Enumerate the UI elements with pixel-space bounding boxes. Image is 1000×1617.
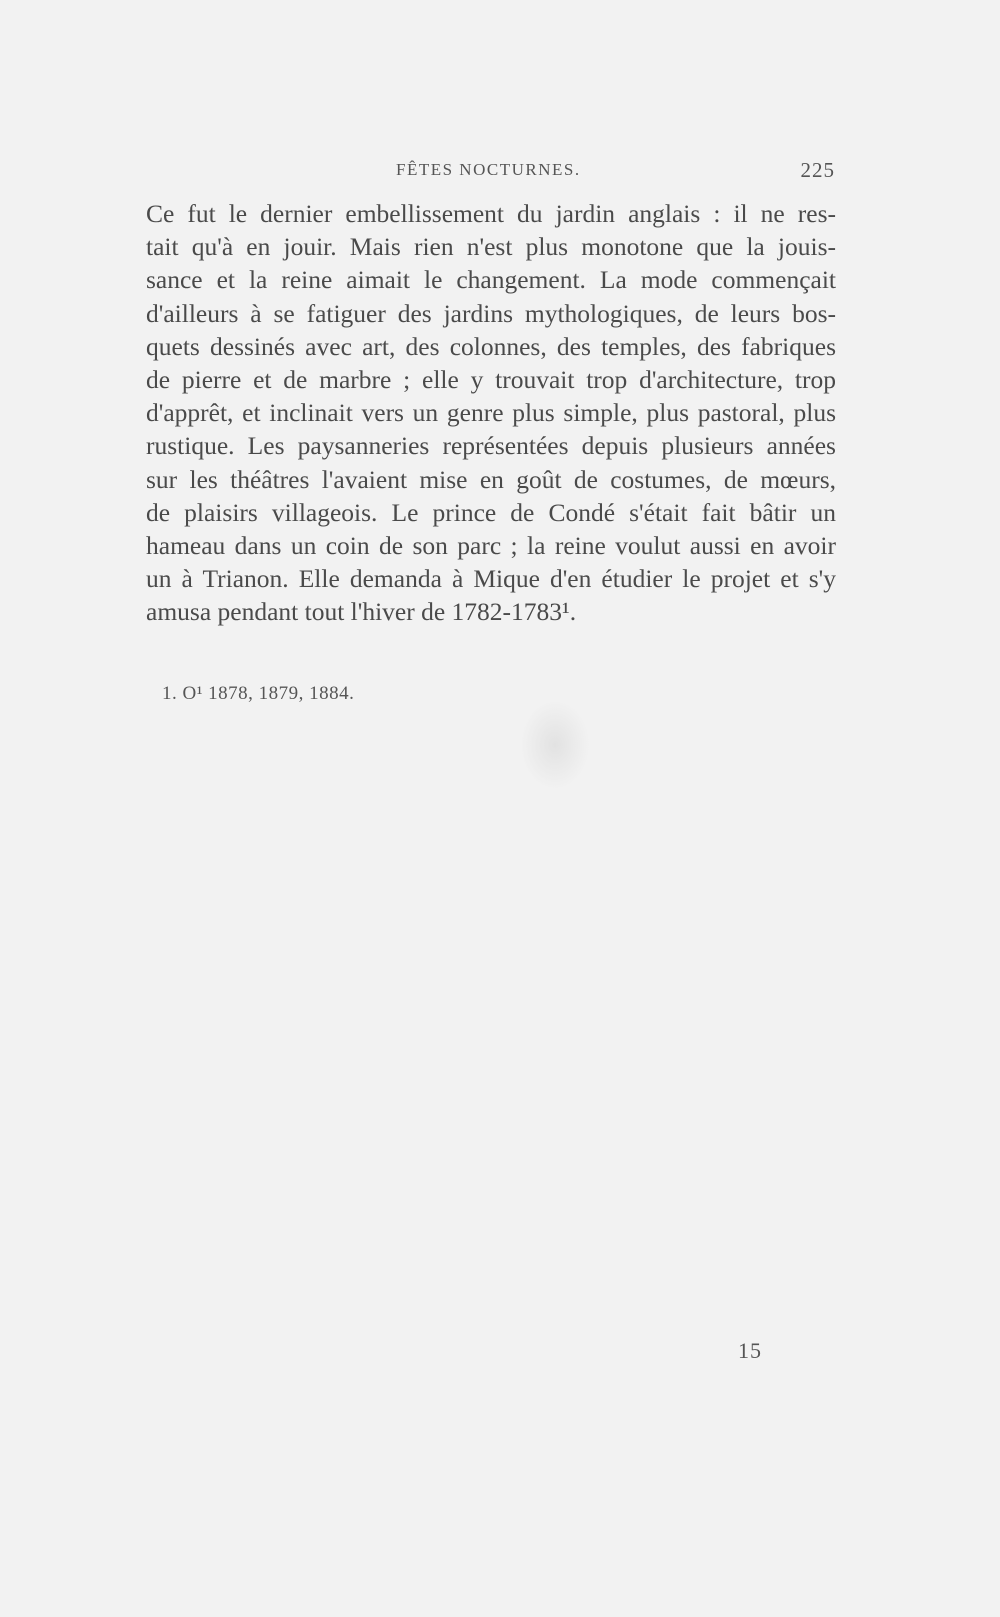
text-line: un à Trianon. Elle demanda à Mique d'en étudier le projet et s'y xyxy=(146,564,836,594)
running-title: FÊTES NOCTURNES. xyxy=(396,160,581,179)
footnote: 1. O¹ 1878, 1879, 1884. xyxy=(162,683,355,704)
page-number: 225 xyxy=(800,158,835,182)
text-line: hameau dans un coin de son parc ; la reine voulut aussi en avoir xyxy=(146,531,836,561)
running-head xyxy=(0,160,1000,186)
text-line: Ce fut le dernier embellissement du jardin anglais : il ne res- xyxy=(146,199,836,228)
text-line: quets dessinés avec art, des colonnes, des temples, des fabriques xyxy=(146,331,836,361)
text-line: de pierre et de marbre ; elle y trouvait trop d'architecture, trop xyxy=(146,365,836,395)
body-paragraph xyxy=(146,197,836,629)
text-line: de plaisirs villageois. Le prince de Condé s'était fait bâtir un xyxy=(146,497,836,527)
text-line: rustique. Les paysanneries représentées depuis plusieurs années xyxy=(146,431,836,461)
text-line: d'apprêt, et inclinait vers un genre plus simple, plus pastoral, plus xyxy=(146,398,836,428)
text-line: sur les théâtres l'avaient mise en goût de costumes, de mœurs, xyxy=(146,464,836,494)
text-line: amusa pendant tout l'hiver de 1782-1783¹. xyxy=(146,597,577,627)
paper-smudge xyxy=(520,700,590,790)
text-line: sance et la reine aimait le changement. La mode commençait xyxy=(146,265,836,295)
text-line: d'ailleurs à se fatiguer des jardins mythologiques, de leurs bos- xyxy=(146,298,836,328)
signature-mark: 15 xyxy=(738,1338,762,1363)
text-line: tait qu'à en jouir. Mais rien n'est plus monotone que la jouis- xyxy=(146,232,836,262)
